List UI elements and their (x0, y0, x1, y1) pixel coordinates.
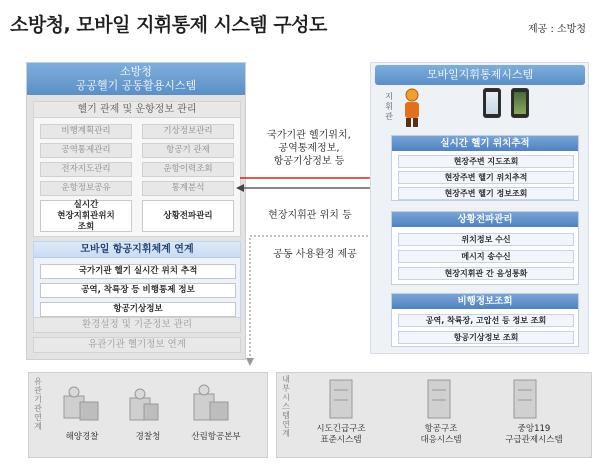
left-header-line2: 공공헬기 공동활용시스템 (75, 79, 197, 92)
page-title: 소방청, 모바일 지휘통제 시스템 구성도 (10, 14, 327, 36)
grid-cell: 전자지도관리 (40, 162, 132, 177)
situation-item: 현장지휘관 간 음성통화 (398, 267, 574, 280)
firefighter-icon (397, 86, 427, 128)
shared-env-label: 공동 사용환경 제공 (273, 249, 357, 260)
grid-cell: 운항이력조회 (142, 162, 234, 177)
internal-system-label: 시도긴급구조 표준시스템 (316, 424, 366, 445)
agency-label: 경찰청 (135, 432, 161, 442)
internal-system-vlabel: 내부시스템연계 (282, 375, 290, 438)
mobile-phone-icon (511, 88, 529, 118)
grid-cell: 비행계획관리 (40, 124, 132, 139)
grid-cell: 항공기 관제 (142, 143, 234, 158)
mobile-link-item: 국가기관 헬기 실시간 위치 추적 (40, 264, 236, 279)
server-icon (330, 380, 352, 418)
internal-system-label: 중앙119 구급관제시스템 (505, 424, 563, 445)
source-note: 제공 : 소방청 (527, 24, 586, 35)
situation-title: 상황전파관리 (392, 212, 578, 227)
arrow-to-central-head (236, 184, 244, 192)
grid-cell: 운항정보공유 (40, 181, 132, 196)
mobile-link-item: 항공기상정보 (40, 302, 236, 317)
heli-control-title: 헬기 관제 및 운항정보 관리 (34, 102, 240, 118)
commander-vlabel: 지휘관 (385, 92, 393, 121)
situation-section (391, 211, 579, 285)
coast-guard-icon (64, 387, 98, 420)
mobile-link-item: 공역, 착륙장 등 비행통제 정보 (40, 283, 236, 298)
mobile-system-header: 모바일지휘통제시스템 (375, 65, 585, 85)
arrow-label-to-central: 현장지휘관 위치 등 (268, 210, 352, 221)
tracking-item: 현장주변 헬기 위치추적 (398, 171, 574, 184)
agency-link-vlabel: 유관기관연계 (34, 377, 42, 431)
agency-heli-bar: 유관기관 헬기정보 연계 (33, 337, 241, 353)
shared-env-arrow-head (246, 358, 254, 366)
flight-info-item: 항공기상정보 조회 (398, 331, 574, 344)
forest-aviation-icon (194, 385, 228, 420)
mobile-link-title: 모바일 항공지휘체계 연계 (34, 242, 240, 258)
situation-broadcast-mgmt: 상황전파관리 (142, 200, 234, 232)
agency-label: 산림항공본부 (191, 432, 241, 442)
realtime-commander-location: 실시간 현장지휘관위치 조회 (40, 200, 132, 232)
mobile-phone-icon (483, 88, 501, 118)
flight-info-title: 비행정보조회 (392, 294, 578, 309)
server-icons (320, 376, 580, 424)
grid-cell: 통계분석 (142, 181, 234, 196)
internal-system-label: 항공구조 대응시스템 (420, 424, 462, 445)
situation-item: 위치정보 수신 (398, 233, 574, 246)
server-icon (514, 380, 536, 418)
police-icon (130, 389, 158, 420)
flight-info-section (391, 293, 579, 347)
server-icon (428, 380, 450, 418)
agency-label: 해양경찰 (65, 432, 99, 442)
situation-item: 메시지 송수신 (398, 250, 574, 263)
realtime-tracking-section (391, 135, 579, 201)
tracking-item: 현장주변 헬기 정보조회 (398, 187, 574, 200)
grid-cell: 기상정보관리 (142, 124, 234, 139)
agency-icons (60, 382, 260, 430)
flight-info-item: 공역, 착륙장, 고압선 등 정보 조회 (398, 314, 574, 327)
settings-bar: 환경설정 및 기준정보 관리 (33, 317, 241, 333)
left-header-line1: 소방청 (120, 65, 152, 78)
realtime-tracking-title: 실시간 헬기 위치추적 (392, 136, 578, 151)
tracking-item: 현장주변 지도조회 (398, 155, 574, 168)
grid-cell: 공역통제관리 (40, 143, 132, 158)
arrow-label-to-mobile: 국가기관 헬기위치, 공역통제정보, 항공기상정보 등 (267, 130, 351, 167)
